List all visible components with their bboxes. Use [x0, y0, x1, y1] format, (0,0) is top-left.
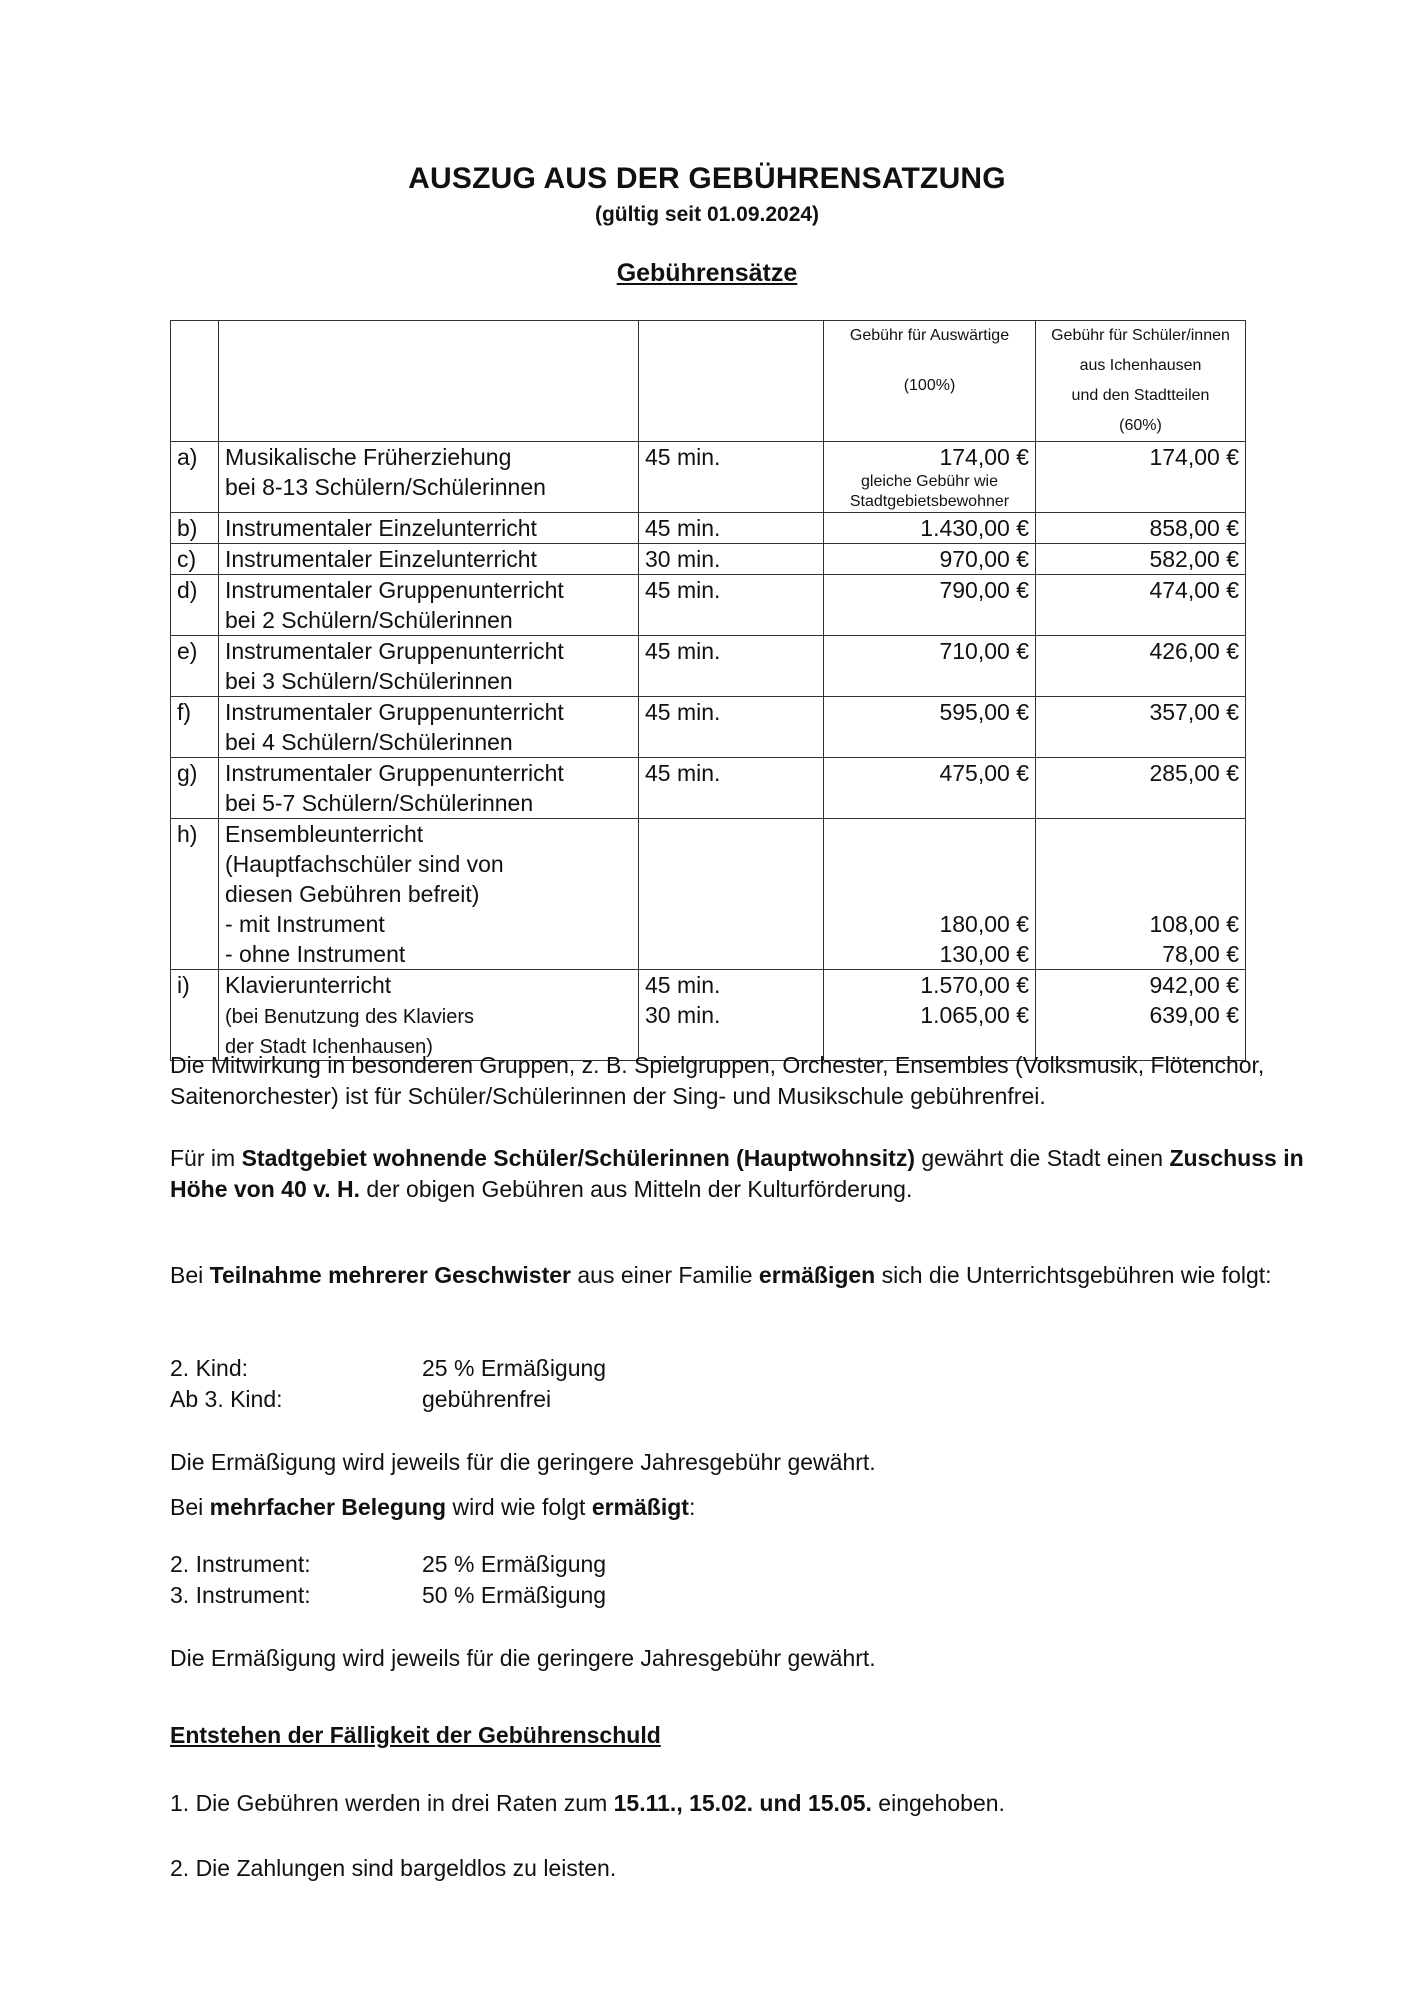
row-description: Instrumentaler Einzelunterricht — [219, 513, 639, 544]
row-letter: h) — [171, 819, 219, 970]
table-row — [171, 513, 1246, 544]
list-label: 2. Instrument: — [170, 1551, 311, 1577]
fee-value: 942,00 € — [1149, 972, 1239, 998]
list-value: 25 % Ermäßigung — [422, 1355, 607, 1381]
document-subtitle: (gültig seit 01.09.2024) — [594, 203, 820, 226]
row-fee-local: 357,00 € — [1036, 697, 1246, 758]
fee-note-line: Stadtgebietsbewohner — [849, 493, 1010, 510]
list-value: 25 % Ermäßigung — [422, 1551, 607, 1577]
row-fee-external — [824, 819, 1036, 970]
row-desc-line: bei 5-7 Schülern/Schülerinnen — [225, 790, 534, 816]
list-item — [170, 1549, 606, 1580]
row-duration: 45 min. — [639, 697, 824, 758]
row-desc-line: bei 3 Schülern/Schülerinnen — [225, 668, 513, 694]
table-row — [171, 544, 1246, 575]
text-run: Bei — [170, 1262, 210, 1288]
row-description — [219, 697, 639, 758]
section-title-fees: Gebührensätze — [616, 259, 798, 287]
row-fee-external — [824, 442, 1036, 513]
row-fee-external: 970,00 € — [824, 544, 1036, 575]
row-letter: e) — [171, 636, 219, 697]
header-cell-empty — [219, 321, 639, 442]
bold-run: Teilnahme mehrerer Geschwister — [209, 1262, 571, 1288]
fee-value: 1.570,00 € — [920, 972, 1029, 998]
text-run: Für im — [170, 1145, 242, 1171]
bold-run: Zuschuss in Höhe von 40 v. H. — [170, 1145, 1304, 1202]
row-desc-line: Ensembleunterricht — [225, 821, 424, 847]
row-fee-local: 285,00 € — [1036, 758, 1246, 819]
row-desc-line: (Hauptfachschüler sind von — [225, 851, 504, 877]
list-value: gebührenfrei — [422, 1386, 552, 1412]
fee-table — [170, 320, 1246, 1061]
fee-value: 180,00 € — [939, 911, 1029, 937]
table-row — [171, 697, 1246, 758]
row-desc-line: - ohne Instrument — [225, 941, 406, 967]
row-desc-line: (bei Benutzung des Klaviers — [225, 1006, 475, 1028]
list-label: Ab 3. Kind: — [170, 1386, 283, 1412]
due-item-2: 2. Die Zahlungen sind bargeldlos zu leisten. — [170, 1855, 617, 1881]
text-run: aus einer Familie — [570, 1262, 759, 1288]
row-desc-line: Instrumentaler Gruppenunterricht — [225, 577, 564, 603]
text-run: Bei — [170, 1494, 210, 1520]
text-run: sich die Unterrichtsgebühren wie folgt: — [875, 1262, 1272, 1288]
row-desc-line: der Stadt Ichenhausen) — [225, 1036, 433, 1058]
header-cell-empty — [639, 321, 824, 442]
row-desc-line: - mit Instrument — [225, 911, 385, 937]
siblings-discount-list — [170, 1353, 606, 1415]
due-heading: Entstehen der Fälligkeit der Gebührenschuld — [170, 1722, 661, 1748]
row-fee-external: 475,00 € — [824, 758, 1036, 819]
row-description — [219, 970, 639, 1061]
fee-value: 78,00 € — [1162, 941, 1239, 967]
row-desc-line: Instrumentaler Gruppenunterricht — [225, 760, 564, 786]
table-header-row — [171, 321, 1246, 442]
header-local-fee — [1036, 321, 1246, 442]
bold-run: mehrfacher Belegung — [209, 1494, 447, 1520]
text-run: wird wie folgt — [446, 1494, 592, 1520]
row-duration — [639, 970, 824, 1061]
row-description — [219, 758, 639, 819]
instrument-discount-list — [170, 1549, 606, 1611]
fee-value: 108,00 € — [1149, 911, 1239, 937]
fee-value: 174,00 € — [939, 444, 1029, 470]
list-value: 50 % Ermäßigung — [422, 1582, 607, 1608]
row-letter: f) — [171, 697, 219, 758]
row-fee-local — [1036, 970, 1246, 1061]
row-description — [219, 636, 639, 697]
row-fee-local: 426,00 € — [1036, 636, 1246, 697]
row-description — [219, 442, 639, 513]
table-row — [171, 575, 1246, 636]
row-fee-local — [1036, 819, 1246, 970]
paragraph-subsidy — [170, 1143, 1310, 1205]
row-desc-line: Musikalische Früherziehung — [225, 444, 512, 470]
row-desc-line: Instrumentaler Gruppenunterricht — [225, 638, 564, 664]
duration-value: 45 min. — [645, 972, 721, 998]
row-fee-external — [824, 970, 1036, 1061]
row-duration: 45 min. — [639, 513, 824, 544]
row-desc-line: bei 4 Schülern/Schülerinnen — [225, 729, 513, 755]
table-row — [171, 636, 1246, 697]
row-letter: b) — [171, 513, 219, 544]
row-fee-external: 1.430,00 € — [824, 513, 1036, 544]
row-fee-local: 858,00 € — [1036, 513, 1246, 544]
row-desc-line: bei 2 Schülern/Schülerinnen — [225, 607, 513, 633]
row-duration: 30 min. — [639, 544, 824, 575]
list-item — [170, 1580, 606, 1611]
row-description — [219, 575, 639, 636]
row-desc-line: Instrumentaler Gruppenunterricht — [225, 699, 564, 725]
row-fee-local: 474,00 € — [1036, 575, 1246, 636]
row-fee-local: 174,00 € — [1036, 442, 1246, 513]
row-letter: i) — [171, 970, 219, 1061]
header-external-fee — [824, 321, 1036, 442]
row-letter: d) — [171, 575, 219, 636]
fee-note-line: gleiche Gebühr wie — [861, 473, 998, 490]
text-run: : — [688, 1494, 696, 1520]
row-letter: c) — [171, 544, 219, 575]
row-desc-line: Klavierunterricht — [225, 972, 392, 998]
list-label: 2. Kind: — [170, 1355, 248, 1381]
row-fee-external: 790,00 € — [824, 575, 1036, 636]
table-row — [171, 970, 1246, 1061]
row-desc-line: bei 8-13 Schülern/Schülerinnen — [225, 474, 546, 500]
bold-run: ermäßigt — [591, 1494, 689, 1520]
row-letter: a) — [171, 442, 219, 513]
list-item — [170, 1353, 606, 1384]
table-row — [171, 442, 1246, 513]
paragraph-siblings — [170, 1260, 1310, 1291]
header-local-label-1: Gebühr für Schüler/innen — [1051, 327, 1230, 344]
header-local-label-2: aus Ichenhausen — [1079, 357, 1202, 374]
header-local-percent: (60%) — [1119, 417, 1162, 434]
text-run: gewährt die Stadt einen — [915, 1145, 1170, 1171]
fee-value: 1.065,00 € — [920, 1002, 1029, 1028]
header-local-label-3: und den Stadtteilen — [1071, 387, 1210, 404]
duration-value: 30 min. — [645, 1002, 721, 1028]
row-fee-external: 710,00 € — [824, 636, 1036, 697]
due-item-1 — [170, 1788, 1310, 1819]
header-external-percent: (100%) — [903, 377, 956, 394]
paragraph-participation: Die Mitwirkung in besonderen Gruppen, z. B. Spielgruppen, Orchester, Ensembles (Volksmusik, Flötenchor, Saitenorchester) ist für Schüler/Schülerinnen der Sing- und Musikschule gebührenfrei. — [170, 1052, 1265, 1109]
text-run: 1. Die Gebühren werden in drei Raten zum — [170, 1790, 614, 1816]
document-title: AUSZUG AUS DER GEBÜHRENSATZUNG — [408, 162, 1006, 195]
row-description — [219, 819, 639, 970]
text-run: der obigen Gebühren aus Mitteln der Kulturförderung. — [360, 1176, 913, 1202]
fee-value: 639,00 € — [1149, 1002, 1239, 1028]
text-run: eingehoben. — [871, 1790, 1005, 1816]
table-row — [171, 758, 1246, 819]
row-duration: 45 min. — [639, 442, 824, 513]
bold-run: Stadtgebiet wohnende Schüler/Schülerinnen (Hauptwohnsitz) — [241, 1145, 915, 1171]
row-duration: 45 min. — [639, 758, 824, 819]
list-label: 3. Instrument: — [170, 1582, 311, 1608]
row-duration: 45 min. — [639, 575, 824, 636]
row-duration: 45 min. — [639, 636, 824, 697]
row-letter: g) — [171, 758, 219, 819]
row-fee-local: 582,00 € — [1036, 544, 1246, 575]
fee-value: 130,00 € — [939, 941, 1029, 967]
header-cell-empty — [171, 321, 219, 442]
paragraph-multiple-enrollment — [170, 1492, 1310, 1523]
bold-run: ermäßigen — [758, 1262, 876, 1288]
bold-run: 15.11., 15.02. und 15.05. — [613, 1790, 872, 1816]
row-duration — [639, 819, 824, 970]
discount-note: Die Ermäßigung wird jeweils für die geringere Jahresgebühr gewährt. — [170, 1449, 876, 1475]
list-item — [170, 1384, 606, 1415]
row-desc-line: diesen Gebühren befreit) — [225, 881, 480, 907]
row-description: Instrumentaler Einzelunterricht — [219, 544, 639, 575]
table-row — [171, 819, 1246, 970]
row-fee-external: 595,00 € — [824, 697, 1036, 758]
header-external-label: Gebühr für Auswärtige — [849, 327, 1010, 344]
discount-note: Die Ermäßigung wird jeweils für die geringere Jahresgebühr gewährt. — [170, 1645, 876, 1671]
